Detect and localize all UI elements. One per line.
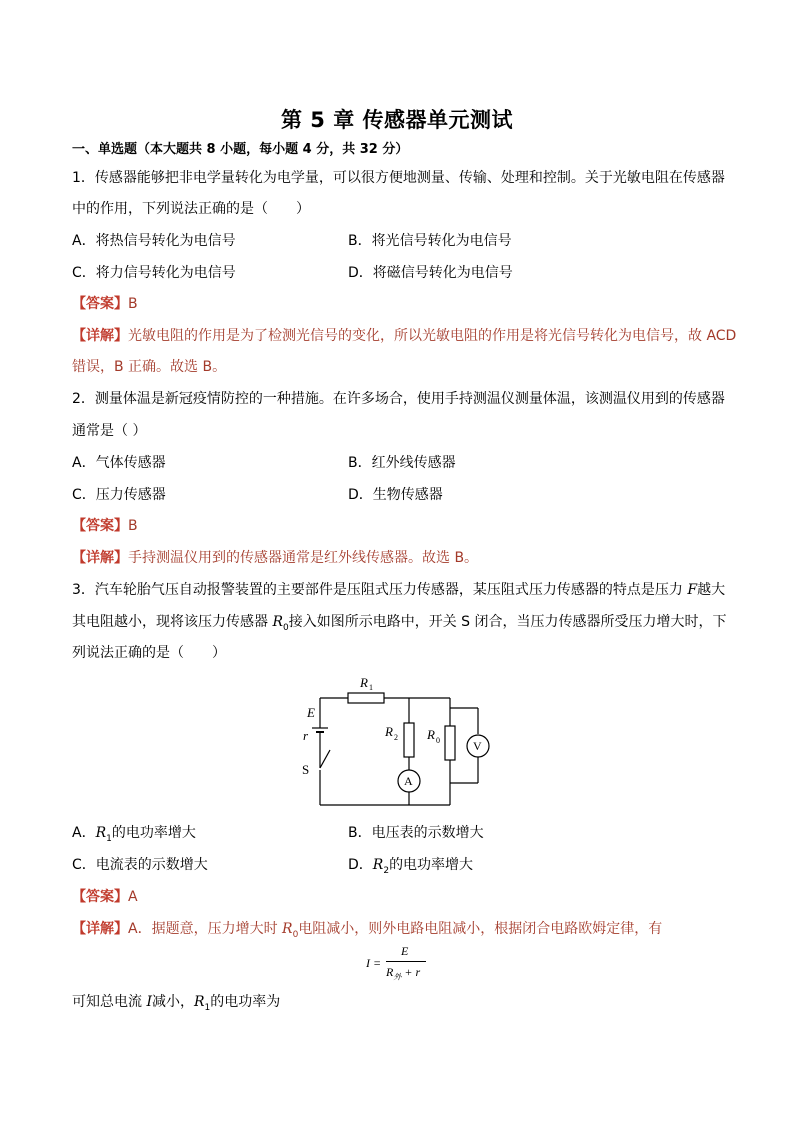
q3-text: 接入如图所示电路中，开关 S 闭合，当压力传感器所受压力增大时，下 (288, 614, 727, 630)
detail-var: R (282, 921, 293, 937)
q3-stem-line2 (72, 612, 727, 638)
answer-value: B (128, 296, 138, 312)
q1-stem-line2: 中的作用，下列说法正确的是（ ） (72, 201, 310, 217)
q3-option-d (348, 855, 473, 881)
opt-sub: 2 (383, 865, 390, 876)
ohm-law-formula (366, 944, 436, 984)
q2-option-d: D．生物传感器 (348, 487, 443, 503)
detail-text: 光敏电阻的作用是为了检测光信号的变化，所以光敏电阻的作用是将光信号转化为电信号，故 ACD (128, 328, 737, 344)
q3-answer (72, 887, 138, 907)
q3-var-f: F (687, 582, 698, 598)
q3-stem-line1 (72, 580, 725, 600)
detail-sub: 0 (292, 929, 299, 940)
var-i: I (146, 994, 152, 1010)
q1-stem-line1: 1．传感器能够把非电学量转化为电学量，可以很方便地测量、传输、处理和控制。关于光敏电阻在传感器 (72, 170, 725, 186)
q1-option-d: D．将磁信号转化为电信号 (348, 265, 513, 281)
label-r2-sub: 2 (394, 733, 398, 742)
q3-option-c: C．电流表的示数增大 (72, 857, 208, 873)
label-r2: R (385, 724, 393, 739)
q3-option-b: B．电压表的示数增大 (348, 825, 484, 841)
label-voltmeter: V (473, 739, 482, 753)
opt-sub: 1 (106, 833, 112, 844)
label-r0-sub: 0 (436, 736, 440, 745)
detail-text: A．据题意，压力增大时 (128, 921, 283, 937)
q2-stem-line2: 通常是（ ） (72, 423, 147, 439)
label-r0: R (427, 727, 435, 742)
label-ammeter: A (404, 774, 413, 788)
q1-detail-line2: 错误，B 正确。故选 B。 (72, 359, 227, 375)
detail-text: 手持测温仪用到的传感器通常是红外线传感器。故选 B。 (128, 550, 479, 566)
label-e: E (307, 705, 315, 720)
q3-stem-line3: 列说法正确的是（ ） (72, 645, 226, 661)
opt-var: R (372, 857, 384, 873)
page-title: 第 5 章 传感器单元测试 (280, 108, 514, 132)
q3-var-r: R (272, 614, 283, 630)
q3-detail-line1 (72, 919, 662, 945)
fraction-bar (386, 961, 426, 962)
formula-lhs (366, 956, 381, 971)
label-s: S (302, 762, 310, 777)
switch-blade (320, 750, 330, 768)
q3-option-a (72, 823, 196, 849)
detail-tag: 【详解】 (72, 550, 128, 566)
label-r: r (303, 728, 309, 743)
q2-stem-line1: 2．测量体温是新冠疫情防控的一种措施。在许多场合，使用手持测温仪测量体温，该测温仪用到的传感器 (72, 391, 725, 407)
text: 减小， (151, 994, 194, 1010)
resistor-r1 (348, 693, 384, 703)
resistor-r2 (404, 723, 414, 757)
answer-tag: 【答案】 (72, 889, 128, 905)
q3-text: 3．汽车轮胎气压自动报警装置的主要部件是压阻式压力传感器，某压阻式压力传感器的特点是压力 (72, 582, 688, 598)
formula-i: I (366, 956, 370, 970)
q1-option-a: A．将热信号转化为电信号 (72, 233, 236, 249)
section-heading: 一、单选题（本大题共 8 小题，每小题 4 分，共 32 分） (72, 142, 409, 157)
label-r1: R (360, 675, 368, 690)
q2-option-c: C．压力传感器 (72, 487, 166, 503)
sub: 1 (204, 1002, 211, 1013)
opt-var: R (95, 825, 107, 841)
opt-prefix: A． (72, 825, 96, 841)
den-rest: + r (401, 965, 421, 979)
detail-tag: 【详解】 (72, 921, 128, 937)
q3-text: 其电阻越小，现将该压力传感器 (72, 614, 273, 630)
answer-value: B (128, 518, 138, 534)
den-sub: 外 (393, 972, 402, 982)
circuit-diagram (290, 668, 500, 810)
q1-detail-line1 (72, 326, 736, 346)
answer-value: A (128, 889, 138, 905)
answer-tag: 【答案】 (72, 296, 128, 312)
q1-option-b: B．将光信号转化为电信号 (348, 233, 512, 249)
q2-detail-line1 (72, 548, 478, 568)
detail-tag: 【详解】 (72, 328, 128, 344)
q2-answer (72, 516, 138, 536)
q2-option-a: A．气体传感器 (72, 455, 166, 471)
q2-option-b: B．红外线传感器 (348, 455, 456, 471)
q3-detail-line2 (72, 992, 280, 1018)
resistor-r0 (445, 726, 455, 760)
answer-tag: 【答案】 (72, 518, 128, 534)
opt-text: 的电功率增大 (111, 825, 196, 841)
text: 可知总电流 (72, 994, 147, 1010)
q1-option-c: C．将力信号转化为电信号 (72, 265, 236, 281)
q3-sub: 0 (283, 622, 289, 633)
opt-prefix: D． (348, 857, 373, 873)
q3-text: 越大 (697, 582, 726, 598)
detail-text: 电阻减小，则外电路电阻减小，根据闭合电路欧姆定律，有 (298, 921, 663, 937)
opt-text: 的电功率增大 (389, 857, 474, 873)
den-var: R (386, 965, 394, 979)
var-r: R (193, 994, 205, 1010)
q1-answer (72, 294, 138, 314)
formula-denominator (386, 965, 420, 982)
formula-numerator: E (401, 944, 409, 958)
label-r1-sub: 1 (369, 683, 373, 692)
formula-eq: = (373, 956, 382, 970)
text: 的电功率为 (210, 994, 281, 1010)
